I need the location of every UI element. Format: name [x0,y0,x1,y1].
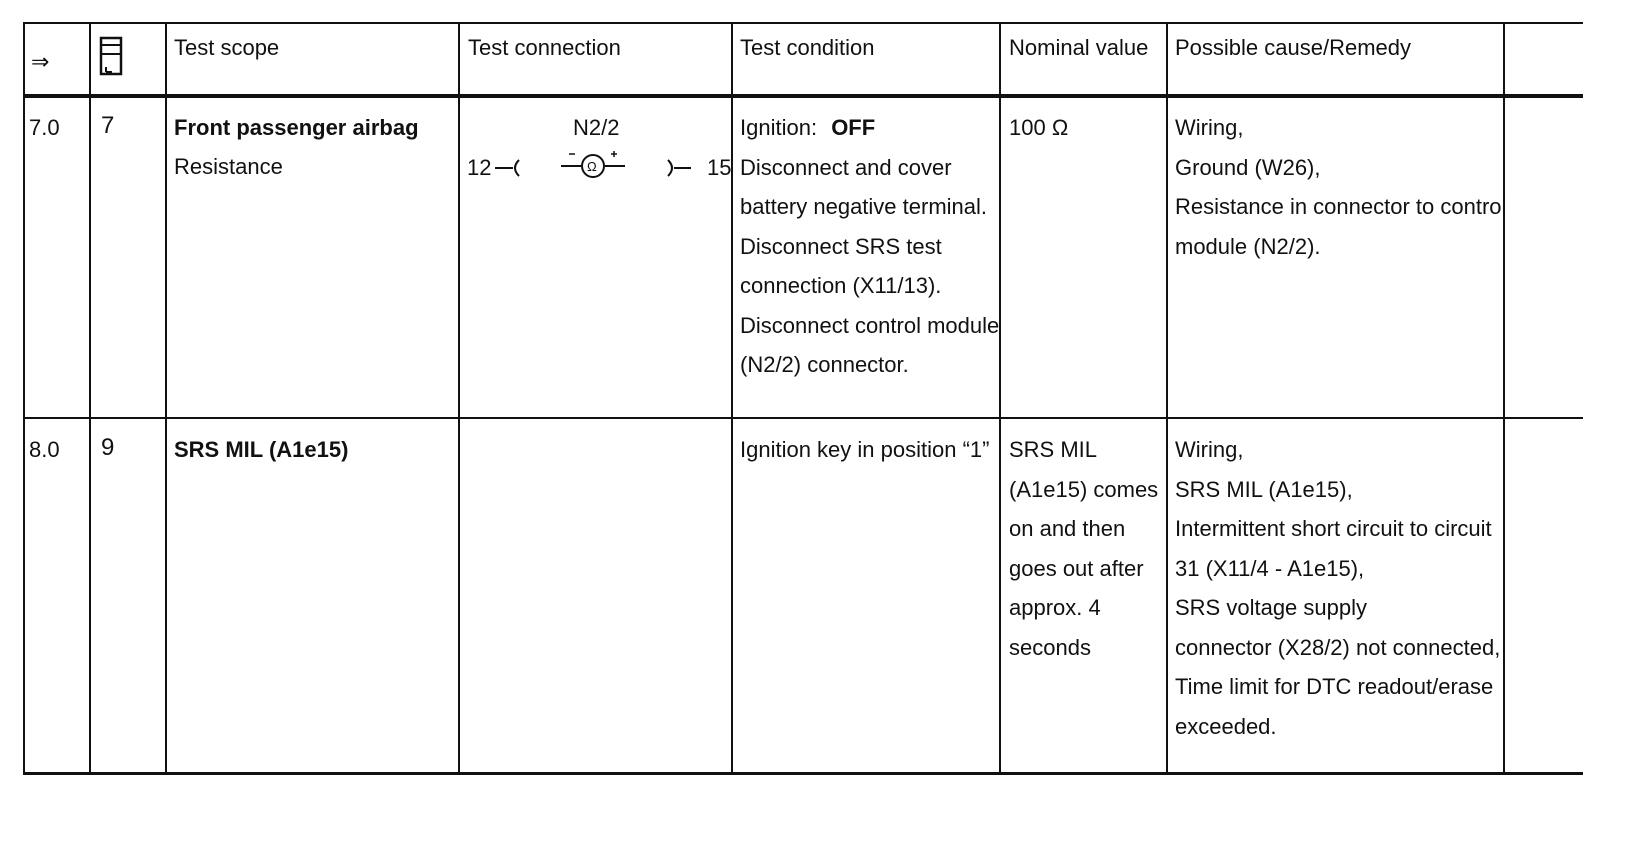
condition-line: Disconnect and cover [740,154,952,180]
table-bottom-border [23,772,1583,775]
condition-ignition [740,108,875,148]
cause-line: Wiring, [1175,115,1244,140]
test-scope-subtitle: Resistance [174,154,283,179]
column-border [1166,22,1168,775]
cause-line: 31 (X11/4 - A1e15), [1175,555,1365,581]
cause-line: SRS voltage supply [1175,595,1367,620]
diagnostic-table [23,22,1583,815]
header-possible-cause: Possible cause/Remedy [1175,35,1412,60]
cause-line: connector (X28/2) not connected, [1175,634,1501,660]
cause-line: Resistance in connector to control [1175,194,1507,219]
condition-line: connection (X11/13). [740,273,942,298]
test-scope-title: Front passenger airbag [174,115,419,140]
condition-line: battery negative terminal. [740,194,988,219]
nominal-line: SRS MIL [1009,437,1098,462]
header-test-scope: Test scope [174,35,280,60]
condition-lead-value: OFF [831,115,876,140]
table-top-border [23,22,1583,24]
header-test-condition: Test condition [740,35,875,60]
condition-lead: Ignition: [740,115,818,140]
header-nominal-value: Nominal value [1009,35,1149,60]
nominal-line: on and then [1009,516,1126,541]
step-number: 8.0 [29,437,60,462]
nominal-value: 100 Ω [1009,115,1069,140]
nominal-line: seconds [1009,634,1091,660]
row-separator [23,417,1583,419]
header-separator [23,94,1583,98]
cause-line: module (N2/2). [1175,233,1321,259]
condition-line: Ignition key in position “1” [740,437,990,462]
cause-line: exceeded. [1175,713,1277,739]
column-border [23,22,25,775]
nominal-line: (A1e15) comes [1009,476,1159,502]
condition-line: Disconnect control module [740,312,1000,338]
connector-label: N2/2 [573,115,620,140]
column-border [731,22,733,775]
pin-left: 12 [467,155,492,180]
step-code: 7 [101,112,115,139]
cause-line: Ground (W26), [1175,154,1321,180]
column-border [1503,22,1505,775]
ohm-symbol: Ω [587,159,597,174]
step-code: 9 [101,434,115,461]
cause-line: Wiring, [1175,437,1244,462]
test-scope-title: SRS MIL (A1e15) [174,437,349,462]
column-border [999,22,1001,775]
tester-icon [99,36,123,81]
nominal-line: approx. 4 [1009,595,1101,620]
cause-line: Time limit for DTC readout/erase [1175,674,1494,699]
test-connection-diagram [463,108,732,198]
column-border [89,22,91,775]
cause-line: Intermittent short circuit to circuit [1175,516,1492,541]
cause-line: SRS MIL (A1e15), [1175,476,1353,502]
column-border [165,22,167,775]
column-border [458,22,460,775]
nominal-line: goes out after [1009,555,1144,581]
pin-right: 15 [707,155,732,180]
condition-line: Disconnect SRS test [740,233,942,259]
header-arrow: ⇒ [31,49,50,74]
step-number: 7.0 [29,115,60,140]
header-test-connection: Test connection [468,35,621,60]
condition-line: (N2/2) connector. [740,352,909,377]
